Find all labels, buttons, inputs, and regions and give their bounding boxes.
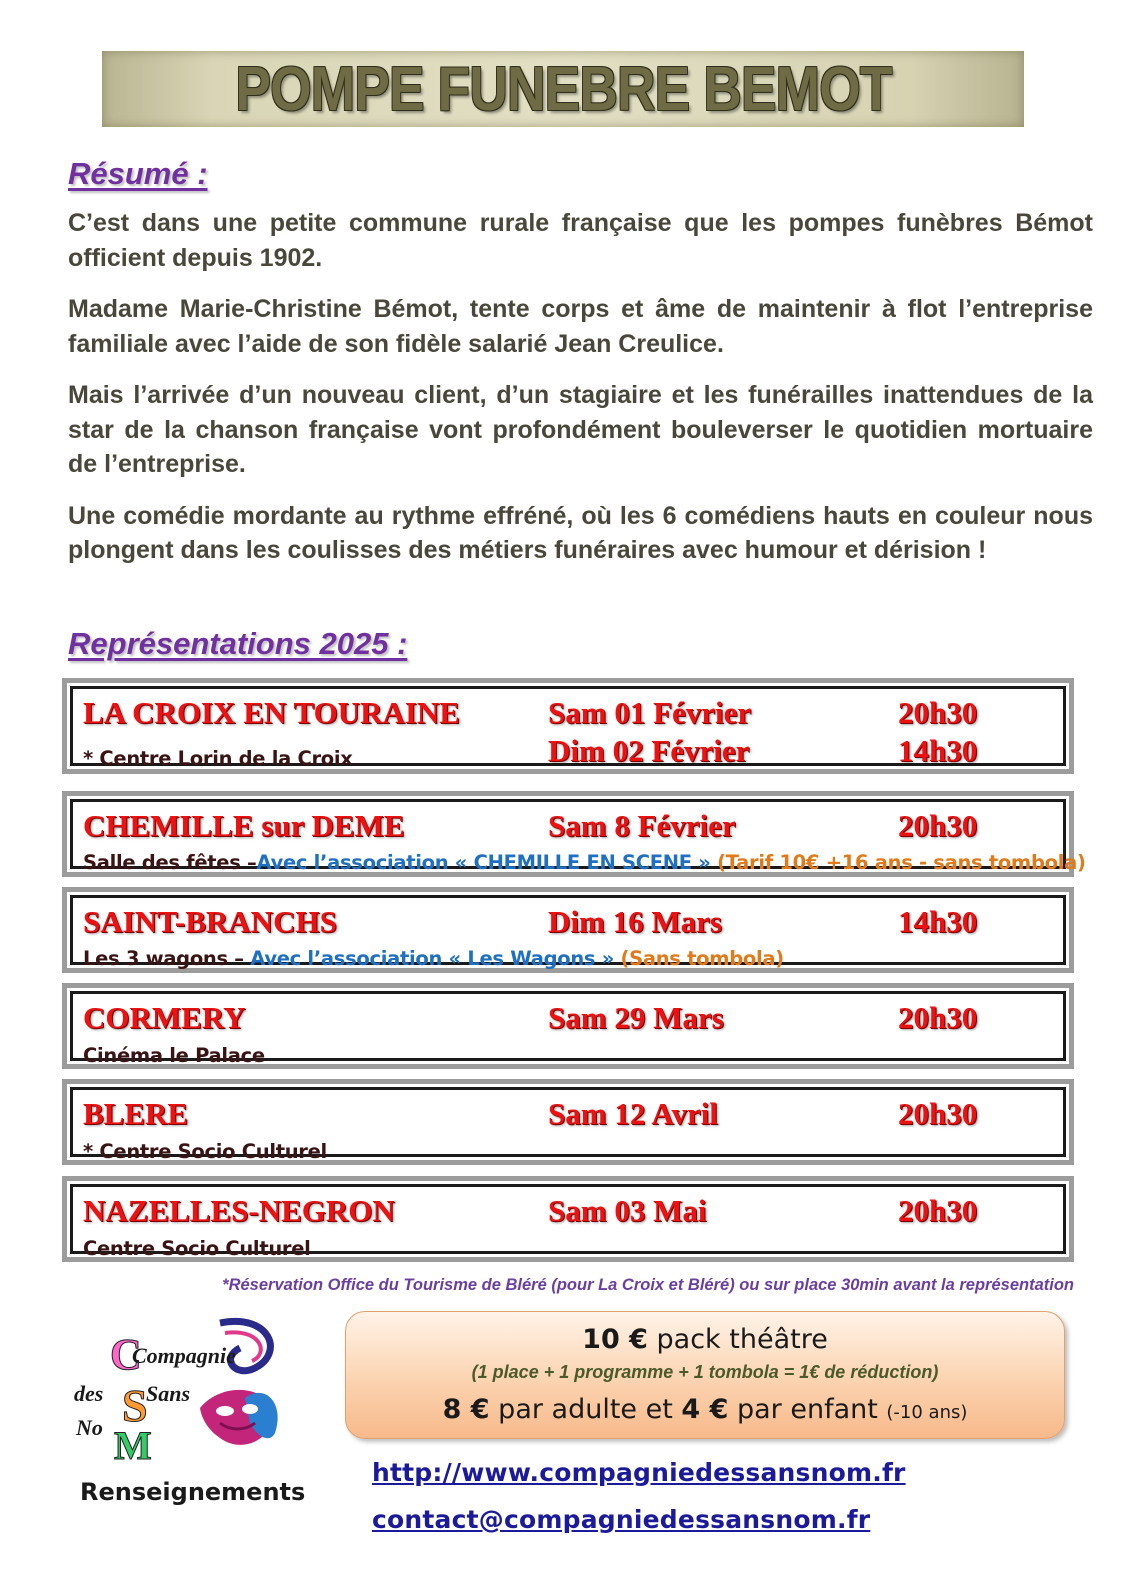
event-date: Sam 03 Mai <box>548 1193 707 1228</box>
event-date: Sam 8 Février <box>548 808 736 843</box>
event-time: 20h30 <box>898 695 978 730</box>
summary-heading: Résumé : <box>68 156 208 191</box>
page-title: POMPE FUNEBRE BEMOT <box>234 54 892 124</box>
summary-paragraph: Mais l’arrivée d’un nouveau client, d’un stagiaire et les funérailles inattendues de la star de la chanson française vont profondément bouleverser le quotidien mortuaire de l’entreprise. <box>68 381 1093 478</box>
summary-paragraph: Madame Marie-Christine Bémot, tente corps et âme de maintenir à flot l’entreprise familiale avec l’aide de son fidèle salarié Jean Creulice. <box>68 295 1093 358</box>
event-time: 20h30 <box>898 1000 978 1035</box>
event-city: SAINT-BRANCHS <box>83 904 337 939</box>
svg-text:Compagnie: Compagnie <box>132 1343 236 1368</box>
event-border <box>70 686 1066 770</box>
venue-name: Salle des fêtes – <box>83 851 257 874</box>
event-venue: * Centre Socio Culturel <box>83 1140 327 1163</box>
event-nazelles <box>62 1176 1074 1262</box>
summary-paragraph: Une comédie mordante au rythme effréné, où les 6 comédiens hauts en couleur nous plongent dans les coulisses des métiers funéraires avec humour et dérision ! <box>68 501 1093 564</box>
svg-text:No: No <box>76 1415 103 1440</box>
tarif-note: (Tarif 10€ +16 ans - sans tombola) <box>710 851 1086 874</box>
pack-price: 10 € <box>582 1324 648 1355</box>
pricing-box <box>345 1311 1065 1439</box>
event-city: BLERE <box>83 1096 189 1131</box>
performances-heading: Représentations 2025 : <box>68 626 408 661</box>
ticket-price-line <box>346 1394 1064 1425</box>
event-time: 20h30 <box>898 808 978 843</box>
event-date: Sam 29 Mars <box>548 1000 724 1035</box>
event-time: 14h30 <box>898 904 978 939</box>
venue-name: Les 3 wagons – <box>83 947 251 970</box>
summary-text <box>68 206 1093 585</box>
event-time: 20h30 <box>898 1096 978 1131</box>
svg-text:M: M <box>114 1423 152 1465</box>
info-label: Renseignements <box>80 1478 306 1506</box>
event-saint-branchs <box>62 887 1074 973</box>
event-cormery <box>62 983 1074 1069</box>
child-note: (-10 ans) <box>886 1402 968 1423</box>
event-date: Dim 16 Mars <box>548 904 722 939</box>
event-city: NAZELLES-NEGRON <box>83 1193 395 1228</box>
adult-label: par adulte et <box>489 1394 682 1425</box>
event-date: Sam 12 Avril <box>548 1096 718 1131</box>
pack-label: pack théâtre <box>647 1324 828 1355</box>
pack-price-line <box>346 1324 1064 1355</box>
svg-text:des: des <box>74 1381 104 1406</box>
svg-text:S: S <box>122 1380 148 1431</box>
event-chemille <box>62 791 1086 877</box>
email-link[interactable]: contact@compagniedessansnom.fr <box>372 1505 871 1534</box>
event-venue: Cinéma le Palace <box>83 1044 265 1067</box>
reservation-footnote: *Réservation Office du Tourisme de Bléré (pour La Croix et Bléré) ou sur place 30min avant la représentation <box>222 1276 1074 1294</box>
event-date: Sam 01 Février <box>548 695 752 730</box>
event-venue: Centre Socio Culturel <box>83 1237 311 1260</box>
child-label: par enfant <box>728 1394 887 1425</box>
event-venue <box>83 851 1086 874</box>
svg-text:C: C <box>110 1330 142 1379</box>
event-border <box>70 799 1086 874</box>
event-city: LA CROIX EN TOURAINE <box>83 695 460 730</box>
event-city: CORMERY <box>83 1000 246 1035</box>
event-venue <box>83 947 784 970</box>
summary-paragraph: C’est dans une petite commune rurale française que les pompes funèbres Bémot officient depuis 1902. <box>68 209 1093 272</box>
association-name: Avec l’association « CHEMILLE EN SCENE » <box>256 851 711 874</box>
event-border <box>70 991 1066 1067</box>
event-border <box>70 1087 1066 1163</box>
event-venue: * Centre Lorin de la Croix <box>83 747 353 770</box>
tarif-note: (Sans tombola) <box>614 947 784 970</box>
event-date: Dim 02 Février <box>548 733 750 768</box>
company-logo <box>70 1313 285 1465</box>
event-la-croix <box>62 678 1074 774</box>
pack-detail: (1 place + 1 programme + 1 tombola = 1€ de réduction) <box>471 1362 939 1382</box>
child-price: 4 € <box>681 1394 729 1425</box>
event-city: CHEMILLE sur DEME <box>83 808 405 843</box>
association-name: Avec l’association « Les Wagons » <box>250 947 615 970</box>
website-link[interactable]: http://www.compagniedessansnom.fr <box>372 1458 906 1487</box>
event-border <box>70 1184 1066 1260</box>
event-time: 20h30 <box>898 1193 978 1228</box>
theatre-mask-icon <box>70 1313 285 1465</box>
event-blere <box>62 1079 1074 1165</box>
svg-text:Sans: Sans <box>146 1381 191 1406</box>
adult-price: 8 € <box>442 1394 490 1425</box>
event-border <box>70 895 1066 970</box>
title-banner <box>102 51 1024 127</box>
event-time: 14h30 <box>898 733 978 768</box>
